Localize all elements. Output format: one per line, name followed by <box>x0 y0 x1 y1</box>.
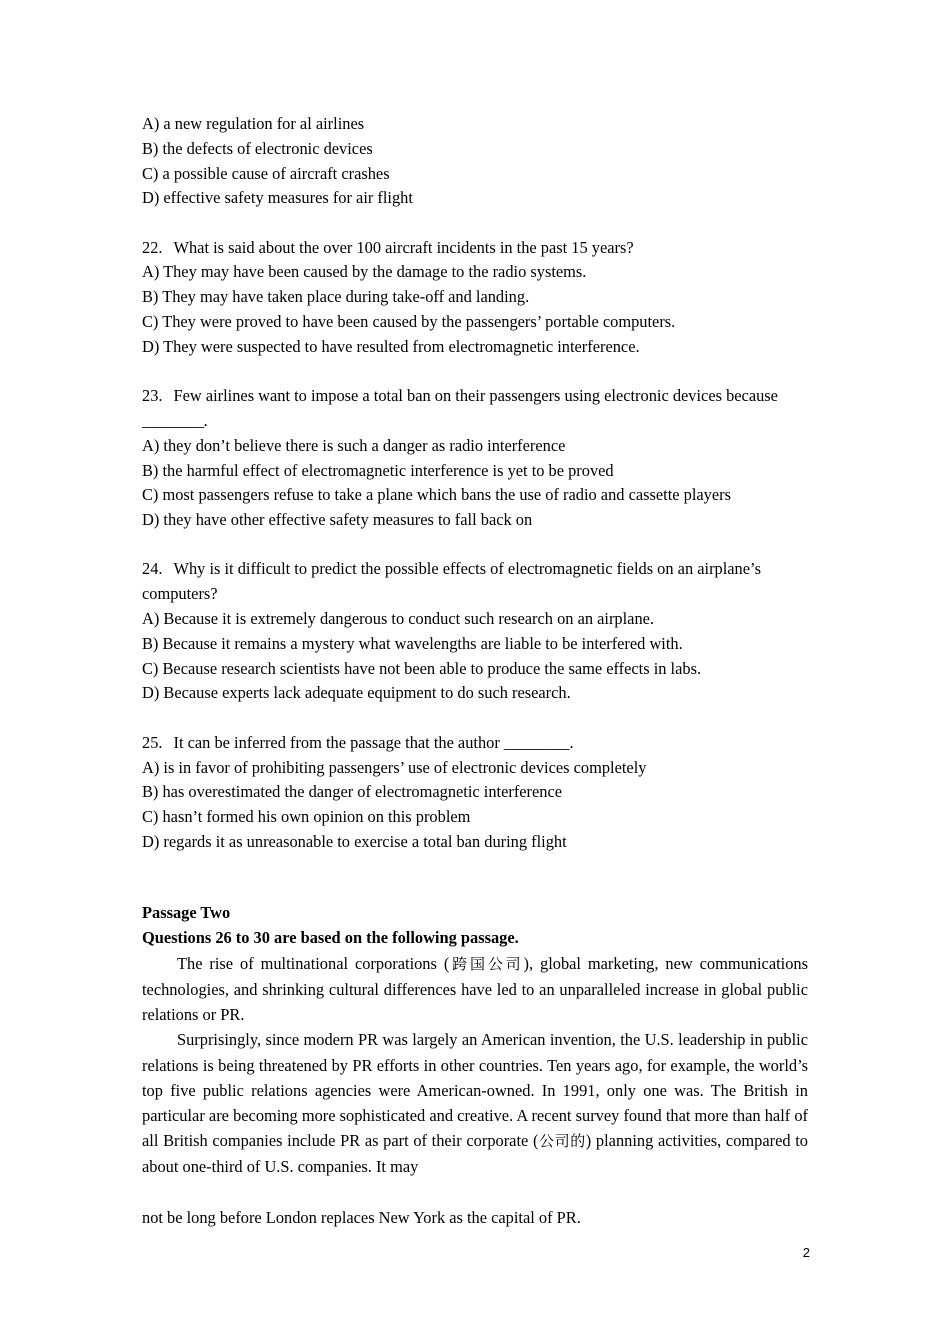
question-25-option-b: B) has overestimated the danger of electromagnetic interference <box>142 782 563 802</box>
spacer <box>142 855 808 880</box>
question-24-option-d: D) Because experts lack adequate equipment to do such research. <box>142 683 571 703</box>
question-22-stem <box>142 236 808 261</box>
question-23-option-c: C) most passengers refuse to take a plane which bans the use of radio and cassette players <box>142 485 731 505</box>
spacer <box>142 211 808 236</box>
question-23-stem <box>142 384 808 409</box>
spacer <box>142 360 808 385</box>
question-25-stem <box>142 731 808 756</box>
passage-paragraph-3: not be long before London replaces New York as the capital of PR. <box>142 1207 581 1227</box>
question-24-number: 24. <box>142 559 163 579</box>
passage-p1-chinese-gloss: 跨国公司 <box>449 954 524 973</box>
question-24 <box>142 557 808 706</box>
passage-p2-text-a: Surprisingly, since modern PR was largely an American invention, the U.S. leadership in public relations is being threatened by PR efforts in other countries. Ten years ago, for example, the world’s top five public relations agencies were American-owned. In 1991, only one was. The British in particular are becoming more sophisticated and creative. A recent survey found that more than half of all British companies include PR as part of their corporate ( <box>142 1030 808 1151</box>
spacer <box>142 1180 808 1205</box>
carryover-option-b: B) the defects of electronic devices <box>142 138 373 158</box>
page-content <box>142 112 808 1230</box>
carryover-option-a: A) a new regulation for al airlines <box>142 114 365 133</box>
question-24-stem-text: Why is it difficult to predict the possible effects of electromagnetic fields on an airplane’s <box>173 559 761 579</box>
passage-paragraph-1 <box>142 951 808 1028</box>
question-22-option-b: B) They may have taken place during take-off and landing. <box>142 287 530 307</box>
spacer <box>142 533 808 558</box>
question-24-stem-continuation: computers? <box>142 584 218 604</box>
question-25-option-d: D) regards it as unreasonable to exercise a total ban during flight <box>142 831 567 851</box>
question-23-stem-text: Few airlines want to impose a total ban on their passengers using electronic devices because <box>173 386 778 406</box>
spacer <box>142 706 808 731</box>
passage-title: Passage Two <box>142 903 231 923</box>
question-23-stem-continuation: ________. <box>142 410 208 430</box>
question-22-number: 22. <box>142 237 163 257</box>
spacer <box>142 879 808 901</box>
question-22-option-a: A) They may have been caused by the damage to the radio systems. <box>142 262 587 282</box>
question-24-option-a: A) Because it is extremely dangerous to conduct such research on an airplane. <box>142 609 655 629</box>
question-25 <box>142 731 808 855</box>
passage-p2-text-b: ) planning activities, compared to about one-third of U.S. companies. It may <box>142 1131 808 1177</box>
passage-paragraph-2 <box>142 1027 808 1179</box>
question-23-option-a: A) they don’t believe there is such a danger as radio interference <box>142 435 566 455</box>
passage-p1-text-a: The rise of multinational corporations ( <box>177 953 450 973</box>
question-23-number: 23. <box>142 386 163 406</box>
passage-p2-chinese-gloss: 公司的 <box>538 1132 586 1151</box>
question-23-option-d: D) they have other effective safety measures to fall back on <box>142 510 533 530</box>
question-24-option-b: B) Because it remains a mystery what wavelengths are liable to be interfered with. <box>142 633 683 653</box>
page-number: 2 <box>802 1245 810 1260</box>
question-22-option-d: D) They were suspected to have resulted from electromagnetic interference. <box>142 336 640 356</box>
question-24-stem <box>142 557 808 582</box>
question-23-option-b: B) the harmful effect of electromagnetic interference is yet to be proved <box>142 460 614 480</box>
question-22 <box>142 236 808 360</box>
passage-instruction: Questions 26 to 30 are based on the following passage. <box>142 928 519 948</box>
passage-p1-text-b: ), global marketing, new communications technologies, and shrinking cultural differences have led to an unparalleled increase in global public relations or PR. <box>142 953 808 1025</box>
question-25-option-c: C) hasn’t formed his own opinion on this problem <box>142 807 471 827</box>
question-22-stem-text: What is said about the over 100 aircraft incidents in the past 15 years? <box>173 237 634 257</box>
question-24-option-c: C) Because research scientists have not been able to produce the same effects in labs. <box>142 658 702 678</box>
question-23 <box>142 384 808 533</box>
carryover-option-c: C) a possible cause of aircraft crashes <box>142 163 390 183</box>
question-25-option-a: A) is in favor of prohibiting passengers’ use of electronic devices completely <box>142 757 647 777</box>
carryover-option-d: D) effective safety measures for air flight <box>142 188 413 208</box>
question-25-stem-text: It can be inferred from the passage that the author ________. <box>173 732 574 752</box>
question-25-number: 25. <box>142 732 163 752</box>
carryover-option-group <box>142 112 808 211</box>
question-22-option-c: C) They were proved to have been caused by the passengers’ portable computers. <box>142 312 676 332</box>
